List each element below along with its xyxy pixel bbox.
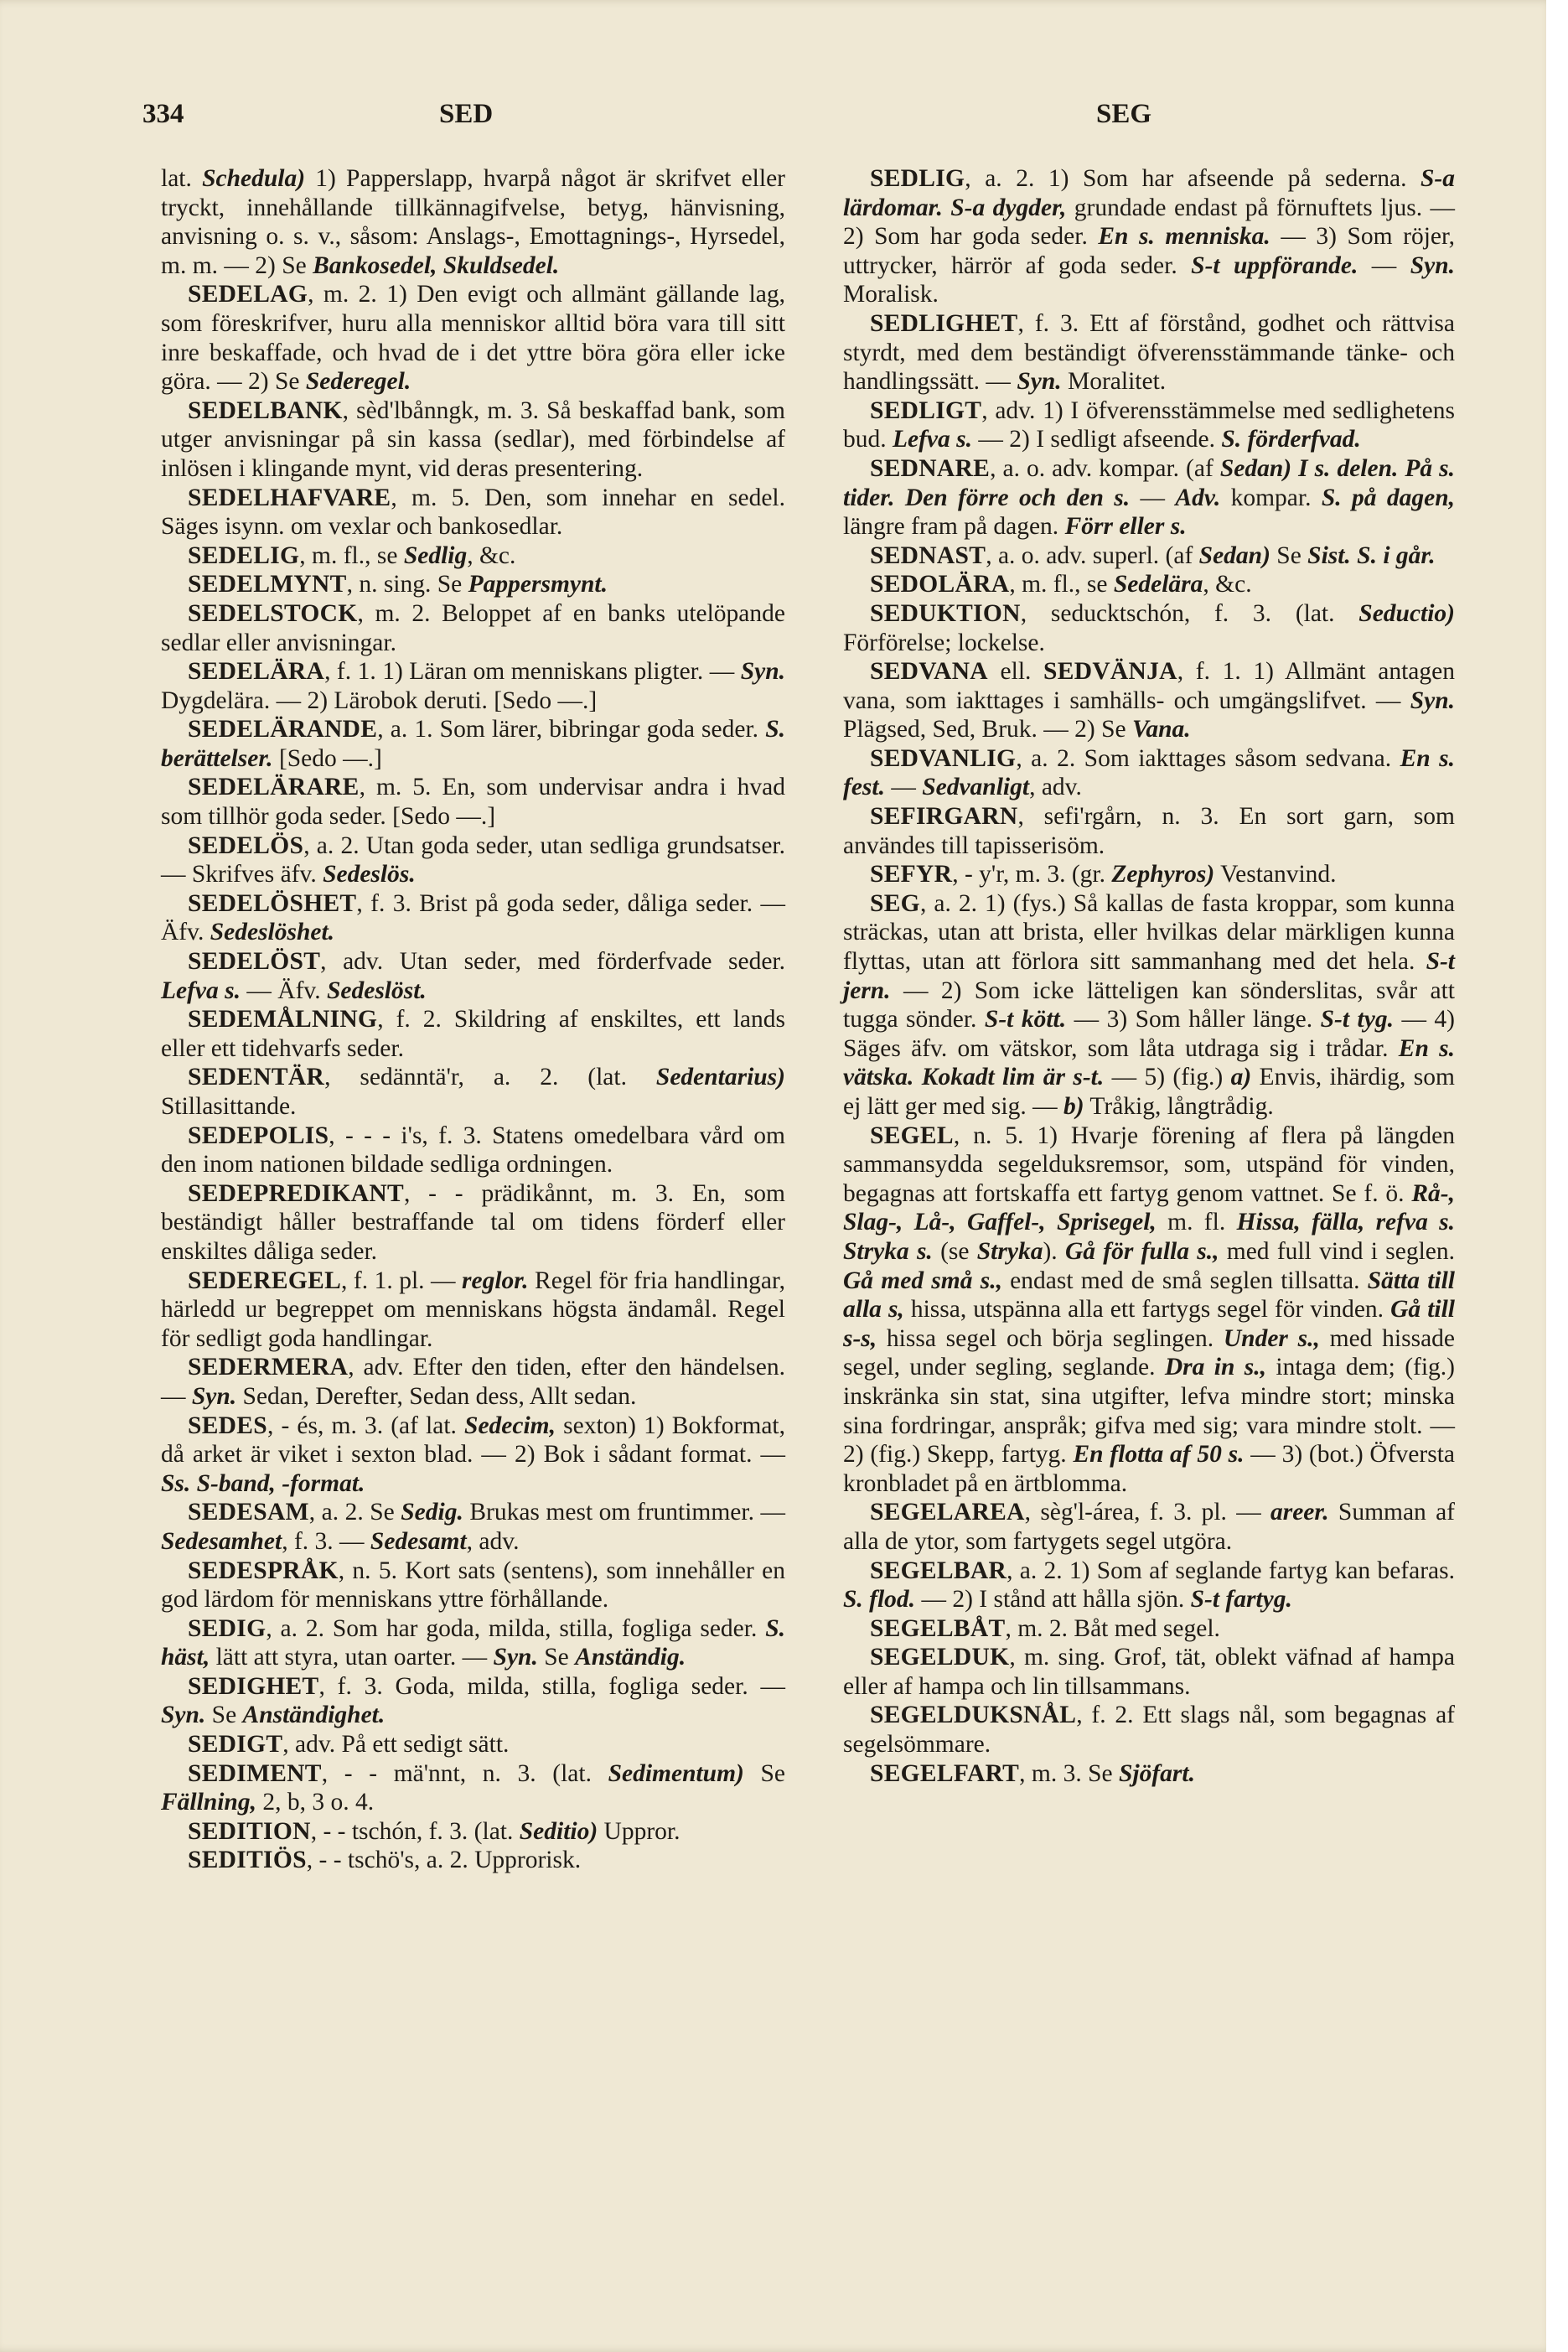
definition-text: ell. [987,658,1044,686]
example-text: En flotta af 50 s. [1073,1441,1245,1469]
definition-text: , &c. [1203,571,1252,598]
left-guide-word: SED [439,99,494,129]
dictionary-entry [161,889,785,947]
definition-text: Stillasittande. [161,1093,297,1120]
headword: SEDELSTOCK [188,599,358,627]
definition-text: , m. 5. Den, som innehar en sedel. Säges isynn. om vexlar och bankosedlar. [161,484,785,541]
definition-text: Plägsed, Sed, Bruk. — 2) Se [843,716,1132,743]
headword: SEDELÖSHET [188,889,357,917]
headword: SEDVÄNJA [1043,658,1177,686]
definition-text: , f. 2. Skildring af enskiltes, ett lands eller ett tidehvarfs seder. [161,1006,785,1062]
headword: SEDVANA [870,658,988,686]
definition-text: med hissade segel, under segling, seglande. [843,1324,1456,1381]
headword: SEGELBÅT [870,1614,1006,1642]
headword: SEGELFART [870,1759,1020,1787]
left-column [161,164,785,1875]
headword: SEDELÖST [188,948,321,976]
dictionary-entry [843,860,1455,889]
headword: SEDELÄRANDE [188,716,378,743]
definition-text: — [1130,484,1176,511]
example-text: Sedlig [403,541,468,569]
dictionary-entry [161,599,785,657]
dictionary-entry [161,164,785,280]
definition-text: Sedan, Derefter, Sedan dess, Allt sedan. [236,1382,637,1410]
example-text: Sedan) [1219,454,1292,482]
headword: SEDELÄRARE [188,774,360,801]
dictionary-entry [843,1557,1455,1614]
scan-margin [1546,0,1568,2352]
definition-text: , adv. På ett sedigt sätt. [282,1731,510,1759]
dictionary-entry [161,1498,785,1556]
example-text: Anständighet. [242,1702,386,1729]
definition-text: , m. 2. 1) Den evigt och allmänt gällande lag, som föreskrifver, huru alla menniskor alltid böra vara till sitt inre beskaffade, och hvad de i det yttre böra göra eller icke göra. — 2) Se [161,281,785,396]
example-text: S-a lärdomar. S-a dygder, [843,165,1455,221]
headword: SEDUKTION [870,599,1021,627]
example-text: S. berättelser. [161,716,785,772]
definition-text: lätt att styra, utan oarter. — [210,1644,494,1671]
definition-text: , m. fl., se [1009,571,1114,598]
right-guide-word: SEG [1096,99,1152,129]
definition-text: 2, b, 3 o. 4. [256,1789,375,1816]
example-text: Seductio) [1358,599,1455,627]
definition-text: Se [1270,541,1308,569]
example-text: Gå med små s., [843,1267,1002,1294]
headword: SEDENTÄR [188,1064,325,1091]
headword: SEDITION [188,1817,311,1845]
example-text: Sedentarius) [655,1064,785,1091]
example-text: En s. menniska. [1098,223,1270,251]
dictionary-entry [161,1672,785,1730]
definition-text: , m. fl., se [299,541,404,569]
headword: SEG [870,889,920,917]
headword: SEDELIG [188,541,300,569]
definition-text: , n. 5. Kort sats (sentens), som innehåller en god lärdom för menniskans yttre förhållande. [161,1557,785,1614]
example-text: Sedeslöshet. [210,919,335,946]
definition-text: Summan af alla de ytor, som fartygets segel utgöra. [843,1499,1455,1555]
definition-text: , n. sing. Se [346,571,468,598]
example-text: Dra in s., [1164,1354,1266,1381]
definition-text: , a. 2. Utan goda seder, utan sedliga grundsatser. — Skrifves äfv. [161,831,785,888]
dictionary-entry [161,831,785,889]
dictionary-entry [843,541,1455,571]
example-text: Sjöfart. [1119,1759,1195,1787]
dictionary-entry [843,1498,1455,1556]
dictionary-entry [161,657,785,715]
definition-text: , adv. Utan seder, med förderfvade seder. [320,948,785,976]
definition-text: — 5) (fig.) [1104,1064,1231,1091]
definition-text: , a. 2. Som iakttages såsom sedvana. [1016,744,1400,772]
example-text: Adv. [1175,484,1221,511]
right-column [843,164,1455,1788]
definition-text: m. fl. [1156,1209,1237,1236]
definition-text: , m. 3. Se [1019,1759,1119,1787]
example-text: areer. [1270,1499,1329,1526]
dictionary-entry [161,1005,785,1063]
example-text: Syn. [1017,368,1062,396]
headword: SEDESAM [188,1499,309,1526]
example-text: Sedeslös. [323,861,416,888]
definition-text: , a. o. adv. superl. (af [986,541,1199,569]
example-text: Ss. S-band, -format. [161,1469,365,1497]
example-text: Sedecim, [464,1412,556,1439]
example-text: Syn. [493,1644,538,1671]
definition-text: Vestanvind. [1214,861,1337,888]
example-text: b) [1063,1093,1084,1120]
headword: SEDIGT [188,1731,283,1759]
dictionary-entry [161,484,785,541]
example-text: En s. vätska. Kokadt lim är s-t. [843,1034,1455,1091]
example-text: Gå till s-s, [843,1296,1455,1352]
headword: SEDEMÅLNING [188,1006,378,1034]
page-number: 334 [142,99,184,129]
definition-text: Dygdelära. — 2) Lärobok deruti. [Sedo —.] [161,686,598,714]
definition-text: — 2) I stånd att hålla sjön. [915,1586,1191,1614]
headword: SEDNAST [870,541,986,569]
headword: SEDELHAFVARE [188,484,391,511]
definition-text: , - - tschón, f. 3. (lat. [310,1817,520,1845]
definition-text: , - - - i's, f. 3. Statens omedelbara vård om den inom nationen bildade sedliga ordningen. [161,1122,785,1179]
headword: SEDIG [188,1614,267,1642]
dictionary-entry [843,657,1455,744]
example-text: reglor. [462,1267,529,1294]
definition-text: , - - tschö's, a. 2. Upprorisk. [306,1847,582,1874]
definition-text: , adv. 1) I öfverensstämmelse med sedlighetens bud. [843,396,1455,453]
definition-text: Tråkig, långtrådig. [1084,1093,1274,1120]
dictionary-entry [843,1701,1455,1759]
definition-text: , f. 1. 1) Allmänt antagen vana, som iakttages i samhälls- och umgängslifvet. — [843,658,1455,714]
definition-text: — [884,774,923,801]
example-text: Fällning, [161,1789,256,1816]
definition-text: — 3) Som röjer, uttrycker, härrör af goda seder. [843,223,1456,279]
definition-text: Brukas mest om fruntimmer. — [463,1499,785,1526]
definition-text: intaga dem; (fig.) inskränka sin stat, sina utgifter, lefva mindre stort; minska sina fordringar, anspråk; gifva med sig; vara mindre stolt. — 2) (fig.) Skepp, fartyg. [843,1354,1456,1469]
definition-text: Regel för fria handlingar, härledd ur begreppet om menniskans högsta ändamål. Regel för sedligt goda handlingar. [161,1267,785,1352]
example-text: S. häst, [161,1614,785,1671]
headword: SEDEPREDIKANT [188,1179,404,1207]
example-text: S-t tyg. [1320,1006,1394,1034]
example-text: Sedesamt [370,1527,467,1555]
definition-text: hissa segel och börja seglingen. [877,1324,1224,1352]
definition-text: , a. 1. Som lärer, bibringar goda seder. [377,716,766,743]
dictionary-entry [843,1759,1455,1789]
example-text: S-t jern. [843,948,1455,1004]
example-text: Syn. [191,1382,237,1410]
definition-text: längre fram på dagen. [843,513,1065,541]
example-text: Seditio) [519,1817,598,1845]
example-text: Syn. [740,658,785,686]
headword: SEDERMERA [188,1354,349,1381]
example-text: Förr eller s. [1064,513,1187,541]
example-text: Anständig. [575,1644,686,1671]
example-text: Syn. [1410,251,1456,279]
definition-text: Se [743,1759,785,1787]
example-text: Bankosedel, Skuldsedel. [313,251,560,279]
definition-text: , sedänntä'r, a. 2. (lat. [324,1064,656,1091]
definition-text: , &c. [467,541,516,569]
definition-text: Moralitet. [1061,368,1167,396]
dictionary-entry [161,1730,785,1759]
definition-text: , m. sing. Grof, tät, oblekt väfnad af hampa eller af hampa och lin tillsammans. [843,1644,1455,1700]
dictionary-entry [843,164,1455,309]
example-text: S-t fartyg. [1190,1586,1292,1614]
headword: SEFYR [870,861,953,888]
dictionary-entry [161,1557,785,1614]
dictionary-entry [161,1122,785,1179]
example-text: Sedig. [401,1499,463,1526]
example-text: Rå-, Slag-, Lå-, Gaffel-, Sprisegel, [843,1179,1455,1236]
definition-text: (se [932,1237,977,1265]
example-text: Under s., [1223,1324,1320,1352]
definition-text: — 2) Som icke lätteligen kan sönderslitas, svår att tugga sönder. [843,977,1455,1034]
definition-text: , m. 2. Båt med segel. [1005,1614,1220,1642]
headword: SEFIRGARN [870,803,1018,831]
headword: SEDIGHET [188,1672,319,1700]
example-text: Syn. [161,1702,206,1729]
example-text: S. förderfvad. [1221,426,1361,453]
definition-text: , - y'r, m. 3. (gr. [952,861,1112,888]
definition-text: , a. 2. 1) Som af seglande fartyg kan befaras. [1007,1557,1455,1584]
example-text: Sist. S. i går. [1307,541,1436,569]
dictionary-entry [843,454,1455,541]
dictionary-entry [843,1122,1455,1499]
definition-text: , - - prädikånnt, m. 3. En, som beständigt håller bestraffande tal om tidens förderf eller enskiltes dåliga seder. [161,1179,785,1265]
definition-text: , f. 2. Ett slags nål, som begagnas af segelsömmare. [843,1702,1455,1759]
example-text: Pappersmynt. [468,571,608,598]
definition-text: , sefi'rgårn, n. 3. En sort garn, som användes till tapisserisöm. [843,803,1455,859]
definition-text: , f. 3. — [282,1527,370,1555]
definition-text: , - és, m. 3. (af lat. [267,1412,465,1439]
headword: SEGELAREA [870,1499,1025,1526]
dictionary-entry [843,1614,1455,1644]
example-text: Sedan) [1198,541,1270,569]
definition-text: , sèd'lbånngk, m. 3. Så beskaffad bank, som utger anvisningar på sin kassa (sedlar), med förbindelse af inlösen i klingande mynt, vid deras presentering. [161,396,785,482]
definition-text: kompar. [1220,484,1322,511]
definition-text: , - - mä'nnt, n. 3. (lat. [321,1759,608,1787]
dictionary-entry [161,773,785,831]
example-text: S. flod. [843,1586,916,1614]
definition-text: med full vind i seglen. [1219,1237,1455,1265]
dictionary-entry [161,1817,785,1847]
example-text: Gå för fulla s., [1064,1237,1219,1265]
dictionary-entry [161,1614,785,1672]
headword: SEDELBANK [188,396,343,424]
headword: SEDELMYNT [188,571,347,598]
dictionary-entry [161,1063,785,1121]
example-text: S. på dagen, [1321,484,1456,511]
definition-text [1291,455,1298,482]
example-text: a) [1230,1064,1252,1091]
dictionary-entry [161,1353,785,1411]
headword: SEGELDUKSNÅL [870,1702,1077,1729]
definition-text: , f. 3. Goda, milda, stilla, fogliga seder. — [318,1672,785,1700]
definition-text: Envis, ihärdig, som ej lätt ger med sig. — [843,1064,1455,1120]
definition-text: grundade endast på förnuftets ljus. — 2) Som har goda seder. [843,194,1456,251]
definition-text: hissa, utspänna alla ett fartygs segel för vinden. [903,1296,1391,1324]
dictionary-entry [843,570,1455,599]
definition-text: , adv. [1029,774,1082,801]
example-text: Stryka [976,1237,1043,1265]
example-text: S-t kött. [984,1006,1067,1034]
headword: SEDVANLIG [870,744,1017,772]
definition-text: , a. 2. Se [308,1499,401,1526]
definition-text: , n. 5. 1) Hvarje förening af flera på längden sammansydda segelduksremsor, som, utspänd för vinden, begagnas att fortskaffa ett fartyg genom vattnet. Se f. ö. [843,1122,1455,1207]
example-text: Sederegel. [305,368,411,396]
dictionary-entry [843,889,1455,1122]
dictionary-entry [161,1179,785,1267]
definition-text: , sèg'l-área, f. 3. pl. — [1024,1499,1270,1526]
headword: SEGELBAR [870,1557,1007,1584]
definition-text: , a. o. adv. kompar. (af [990,454,1220,482]
headword: SEDLIGHET [870,309,1018,337]
definition-text: , adv. Efter den tiden, efter den händelsen. — [161,1354,785,1410]
example-text: En s. fest. [843,744,1455,801]
example-text: Sedimentum) [608,1759,744,1787]
headword: SEDELÖS [188,831,304,859]
definition-text: Se [537,1644,576,1671]
definition-text: , adv. [466,1527,520,1555]
dictionary-entry [161,541,785,571]
dictionary-entry [161,715,785,773]
definition-text: 1) Papperslapp, hvarpå något är skrifvet eller tryckt, innehållande tillkännagifvelse, betyg, hänvisning, anvisning o. s. v., såsom: Anslags-, Emottagnings-, Hyrsedel, m. m. — 2) Se [161,165,785,279]
definition-text: , f. 3. Brist på goda seder, dåliga seder. — Äfv. [161,889,785,946]
headword: SEDELÄRA [188,658,325,686]
example-text: Sedesamhet [161,1527,282,1555]
definition-text: — 3) Som håller länge. [1066,1006,1321,1034]
definition-text: — 3) (bot.) Öfversta kronbladet på en ärtblomma. [843,1441,1455,1497]
dictionary-entry [843,599,1455,657]
example-text: Zephyros) [1111,861,1215,888]
definition-text: Uppror. [598,1817,681,1845]
definition-text: lat. [161,165,203,192]
example-text: Syn. [1410,686,1455,714]
example-text: Schedula) [202,165,306,192]
headword: SEDELAG [188,281,308,308]
definition-text: , a. 2. 1) (fys.) Så kallas de fasta kroppar, som kunna sträckas, utan att brista, eller hvilkas delar märkligen kunna flyttas, utan att förlora sitt sammanhang med det hela. [843,889,1455,976]
headword: SEDLIG [870,165,965,192]
example-text: Sedvanligt [922,774,1030,801]
dictionary-entry [161,947,785,1005]
example-text: Sedeslöst. [326,977,427,1004]
headword: SEDESPRÅK [188,1557,339,1584]
example-text: Vana. [1131,716,1191,743]
definition-text: endast med de små seglen tillsatta. [1001,1267,1368,1294]
definition-text: , m. 2. Beloppet af en banks utelöpande sedlar eller anvisningar. [161,599,785,656]
headword: SEDOLÄRA [870,571,1010,598]
definition-text: Se [205,1702,243,1729]
dictionary-entry [843,802,1455,860]
definition-text: — Äfv. [241,977,327,1004]
definition-text: Moralisk. [843,281,939,308]
dictionary-entry [161,396,785,484]
dictionary-entry [843,1643,1455,1701]
dictionary-entry [161,1412,785,1499]
example-text: Sedelära [1113,571,1203,598]
definition-text: — 4) Säges äfv. om vätskor, som låta utdraga sig i trådar. [843,1006,1456,1062]
definition-text: , f. 1. pl. — [341,1267,463,1294]
example-text: Hissa, fälla, refva s. Stryka s. [843,1209,1456,1265]
example-text: Sätta till alla s, [843,1267,1455,1324]
definition-text: , f. 1. 1) Läran om menniskans pligter. — [324,658,741,686]
dictionary-entry [843,396,1455,454]
dictionary-entry [161,1267,785,1354]
example-text: S-t uppförande. [1191,251,1358,279]
headword: SEDES [188,1412,267,1439]
definition-text: sexton) 1) Bokformat, då arket är viket i sexton blad. — 2) Bok i sådant format. — [161,1412,785,1469]
example-text: Lefva s. [893,426,973,453]
headword: SEDNARE [870,454,991,482]
definition-text: — [1358,251,1410,279]
headword: SEGEL [870,1122,954,1149]
definition-text: , a. 2. 1) Som har afseende på sederna. [965,165,1421,192]
definition-text: , f. 3. Ett af förstånd, godhet och rättvisa styrdt, med dem beständigt öfverensstämmande tänke- och handlingssätt. — [843,309,1455,396]
definition-text: — 2) I sedligt afseende. [972,426,1222,453]
definition-text: , m. 5. En, som undervisar andra i hvad som tillhör goda seder. [Sedo —.] [161,774,785,831]
headword: SEDIMENT [188,1759,322,1787]
example-text: Lefva s. [161,977,241,1004]
example-text: I s. delen. På s. tider. Den förre och den s. [843,454,1456,511]
dictionary-entry [161,570,785,599]
dictionary-entry [161,1759,785,1817]
dictionary-entry [161,280,785,396]
definition-text: ). [1043,1237,1065,1265]
headword: SEDEREGEL [188,1267,342,1294]
dictionary-entry [161,1846,785,1875]
dictionary-entry [843,744,1455,802]
definition-text: Förförelse; lockelse. [843,629,1045,656]
definition-text: [Sedo —.] [272,744,382,772]
definition-text: , seducktschón, f. 3. (lat. [1020,599,1359,627]
dictionary-entry [843,309,1455,396]
headword: SEGELDUK [870,1644,1010,1671]
headword: SEDLIGT [870,396,982,424]
headword: SEDITIÖS [188,1847,307,1874]
headword: SEDEPOLIS [188,1122,329,1149]
definition-text: , a. 2. Som har goda, milda, stilla, fogliga seder. [266,1614,766,1642]
